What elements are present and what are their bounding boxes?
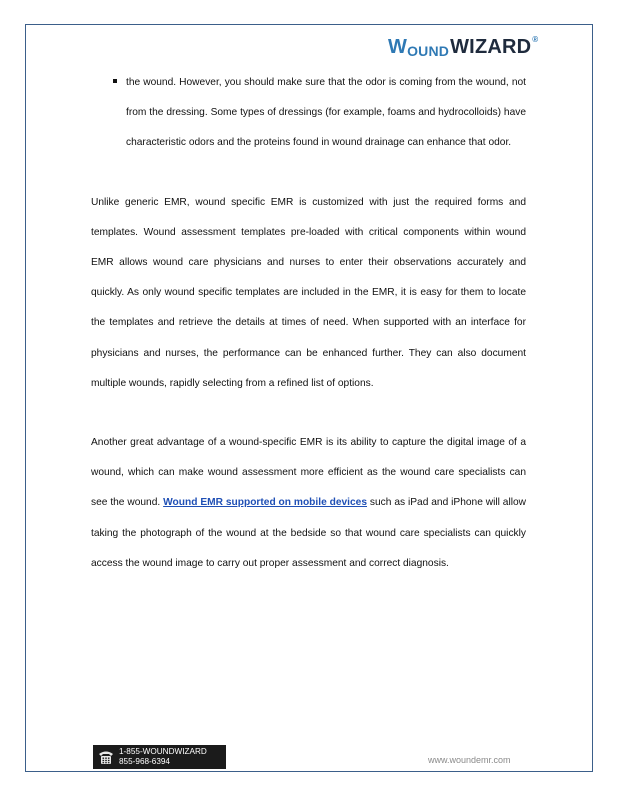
footer-website-url: www.woundemr.com: [428, 755, 511, 765]
logo-wizard: WIZARD: [450, 36, 532, 58]
bullet-text: the wound. However, you should make sure that the odor is coming from the wound, not from the dressing. Some types of dressings (for example, foams and hydrocolloids) have characteristic odors and the proteins found in wound drainage can enhance that odor.: [126, 77, 526, 149]
phone-line-2: 855-968-6394: [119, 757, 170, 766]
paragraph-gap: [91, 399, 526, 428]
paragraph-gap: [91, 159, 526, 188]
footer-phone-banner: [93, 745, 226, 769]
paragraph-2-text-end: such as iPad and iPhone will allow taking the photograph of the wound at the bedside so that wound care specialists can quickly access the wound image to carry out proper assessment and correct diagnosis.: [91, 497, 527, 569]
bullet-icon: [113, 79, 117, 83]
phone-line-1: 1-855-WOUNDWIZARD: [119, 747, 207, 756]
paragraph-2: [91, 428, 526, 579]
bullet-item: [91, 68, 526, 159]
logo-registered-mark: ®: [532, 35, 539, 44]
logo-ound: OUND: [407, 43, 450, 59]
document-body: [91, 68, 526, 579]
logo-w: W: [388, 36, 408, 58]
telephone-icon: [96, 748, 116, 766]
phone-numbers: [119, 747, 207, 767]
paragraph-2-text-start: Another great advantage of a wound-specific EMR is its ability to capture the digital image of a wound, which can make wound assessment more efficient as the wound care specialists can see the wound.: [91, 437, 526, 509]
woundwizard-logo: [388, 33, 538, 59]
paragraph-1: Unlike generic EMR, wound specific EMR is customized with just the required forms and templates. Wound assessment templates pre-loaded with critical components within wound EMR allows wound care physicians and nurses to enter their observations accurately and quickly. As only wound specific templates are included in the EMR, it is easy for them to locate the templates and retrieve the details at times of need. When supported with an interface for physicians and nurses, the performance can be enhanced further. They can also document multiple wounds, rapidly selecting from a refined list of options.: [91, 196, 526, 389]
wound-emr-mobile-link[interactable]: Wound EMR supported on mobile devices: [163, 497, 368, 509]
